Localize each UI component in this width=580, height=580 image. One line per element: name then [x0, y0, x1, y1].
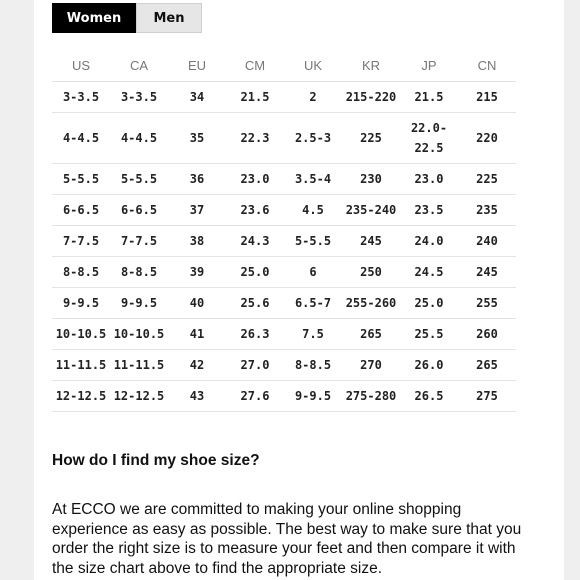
cell-ca: 11-11.5: [110, 350, 168, 381]
cell-cn: 265: [458, 350, 516, 381]
tab-men[interactable]: Men: [136, 3, 202, 33]
cell-kr: 250: [342, 257, 400, 288]
cell-ca: 4-4.5: [110, 113, 168, 164]
cell-us: 7-7.5: [52, 226, 110, 257]
table-row: [52, 195, 516, 226]
cell-kr: 215-220: [342, 82, 400, 113]
cell-ca: 3-3.5: [110, 82, 168, 113]
table-row: [52, 319, 516, 350]
column-header-kr: KR: [342, 50, 400, 82]
cell-ca: 12-12.5: [110, 381, 168, 412]
cell-us: 4-4.5: [52, 113, 110, 164]
cell-us: 6-6.5: [52, 195, 110, 226]
cell-cm: 23.6: [226, 195, 284, 226]
cell-jp: 21.5: [400, 82, 458, 113]
cell-uk: 2.5-3: [284, 113, 342, 164]
cell-ca: 7-7.5: [110, 226, 168, 257]
cell-kr: 225: [342, 113, 400, 164]
table-header-row: [52, 50, 516, 82]
cell-cm: 27.0: [226, 350, 284, 381]
cell-eu: 41: [168, 319, 226, 350]
cell-eu: 36: [168, 164, 226, 195]
column-header-jp: JP: [400, 50, 458, 82]
cell-eu: 43: [168, 381, 226, 412]
cell-us: 9-9.5: [52, 288, 110, 319]
cell-eu: 40: [168, 288, 226, 319]
cell-cn: 235: [458, 195, 516, 226]
faq-body: At ECCO we are committed to making your online shopping experience as easy as possible. The best way to make sure that you order the right size is to measure your feet and then compare it with the size chart above to find the appropriate size.: [52, 501, 522, 577]
cell-uk: 6: [284, 257, 342, 288]
cell-cm: 25.0: [226, 257, 284, 288]
cell-cn: 215: [458, 82, 516, 113]
cell-eu: 37: [168, 195, 226, 226]
cell-eu: 39: [168, 257, 226, 288]
cell-cm: 23.0: [226, 164, 284, 195]
cell-uk: 4.5: [284, 195, 342, 226]
cell-uk: 5-5.5: [284, 226, 342, 257]
cell-jp: 23.0: [400, 164, 458, 195]
cell-cm: 24.3: [226, 226, 284, 257]
cell-kr: 265: [342, 319, 400, 350]
cell-uk: 3.5-4: [284, 164, 342, 195]
cell-kr: 275-280: [342, 381, 400, 412]
cell-us: 3-3.5: [52, 82, 110, 113]
table-row: [52, 164, 516, 195]
table-row: [52, 350, 516, 381]
cell-cn: 240: [458, 226, 516, 257]
column-header-uk: UK: [284, 50, 342, 82]
tab-women[interactable]: Women: [52, 3, 136, 33]
cell-ca: 10-10.5: [110, 319, 168, 350]
column-header-cm: CM: [226, 50, 284, 82]
cell-us: 10-10.5: [52, 319, 110, 350]
column-header-us: US: [52, 50, 110, 82]
cell-us: 8-8.5: [52, 257, 110, 288]
cell-cm: 27.6: [226, 381, 284, 412]
column-header-ca: CA: [110, 50, 168, 82]
cell-kr: 270: [342, 350, 400, 381]
column-header-eu: EU: [168, 50, 226, 82]
cell-us: 5-5.5: [52, 164, 110, 195]
cell-cn: 260: [458, 319, 516, 350]
cell-jp: 23.5: [400, 195, 458, 226]
cell-cn: 220: [458, 113, 516, 164]
cell-eu: 38: [168, 226, 226, 257]
cell-cn: 245: [458, 257, 516, 288]
cell-ca: 9-9.5: [110, 288, 168, 319]
cell-eu: 34: [168, 82, 226, 113]
faq-title: How do I find my shoe size?: [52, 452, 260, 469]
cell-us: 11-11.5: [52, 350, 110, 381]
cell-uk: 7.5: [284, 319, 342, 350]
cell-us: 12-12.5: [52, 381, 110, 412]
size-chart-table: [52, 50, 516, 412]
cell-cn: 275: [458, 381, 516, 412]
cell-kr: 235-240: [342, 195, 400, 226]
cell-cn: 255: [458, 288, 516, 319]
table-row: [52, 381, 516, 412]
cell-jp: 25.5: [400, 319, 458, 350]
size-guide-panel: [34, 0, 564, 580]
column-header-cn: CN: [458, 50, 516, 82]
cell-ca: 8-8.5: [110, 257, 168, 288]
cell-ca: 6-6.5: [110, 195, 168, 226]
table-row: [52, 113, 516, 164]
cell-jp: 26.5: [400, 381, 458, 412]
cell-kr: 255-260: [342, 288, 400, 319]
cell-cn: 225: [458, 164, 516, 195]
cell-kr: 245: [342, 226, 400, 257]
cell-ca: 5-5.5: [110, 164, 168, 195]
cell-eu: 42: [168, 350, 226, 381]
cell-jp: 22.0- 22.5: [400, 113, 458, 164]
cell-jp: 24.5: [400, 257, 458, 288]
cell-kr: 230: [342, 164, 400, 195]
cell-jp: 26.0: [400, 350, 458, 381]
table-row: [52, 82, 516, 113]
cell-jp: 24.0: [400, 226, 458, 257]
table-row: [52, 226, 516, 257]
cell-cm: 21.5: [226, 82, 284, 113]
cell-uk: 9-9.5: [284, 381, 342, 412]
cell-cm: 22.3: [226, 113, 284, 164]
cell-jp: 25.0: [400, 288, 458, 319]
cell-uk: 6.5-7: [284, 288, 342, 319]
cell-uk: 8-8.5: [284, 350, 342, 381]
table-row: [52, 288, 516, 319]
cell-uk: 2: [284, 82, 342, 113]
cell-cm: 25.6: [226, 288, 284, 319]
cell-cm: 26.3: [226, 319, 284, 350]
table-row: [52, 257, 516, 288]
gender-tabs: [52, 3, 202, 33]
cell-eu: 35: [168, 113, 226, 164]
